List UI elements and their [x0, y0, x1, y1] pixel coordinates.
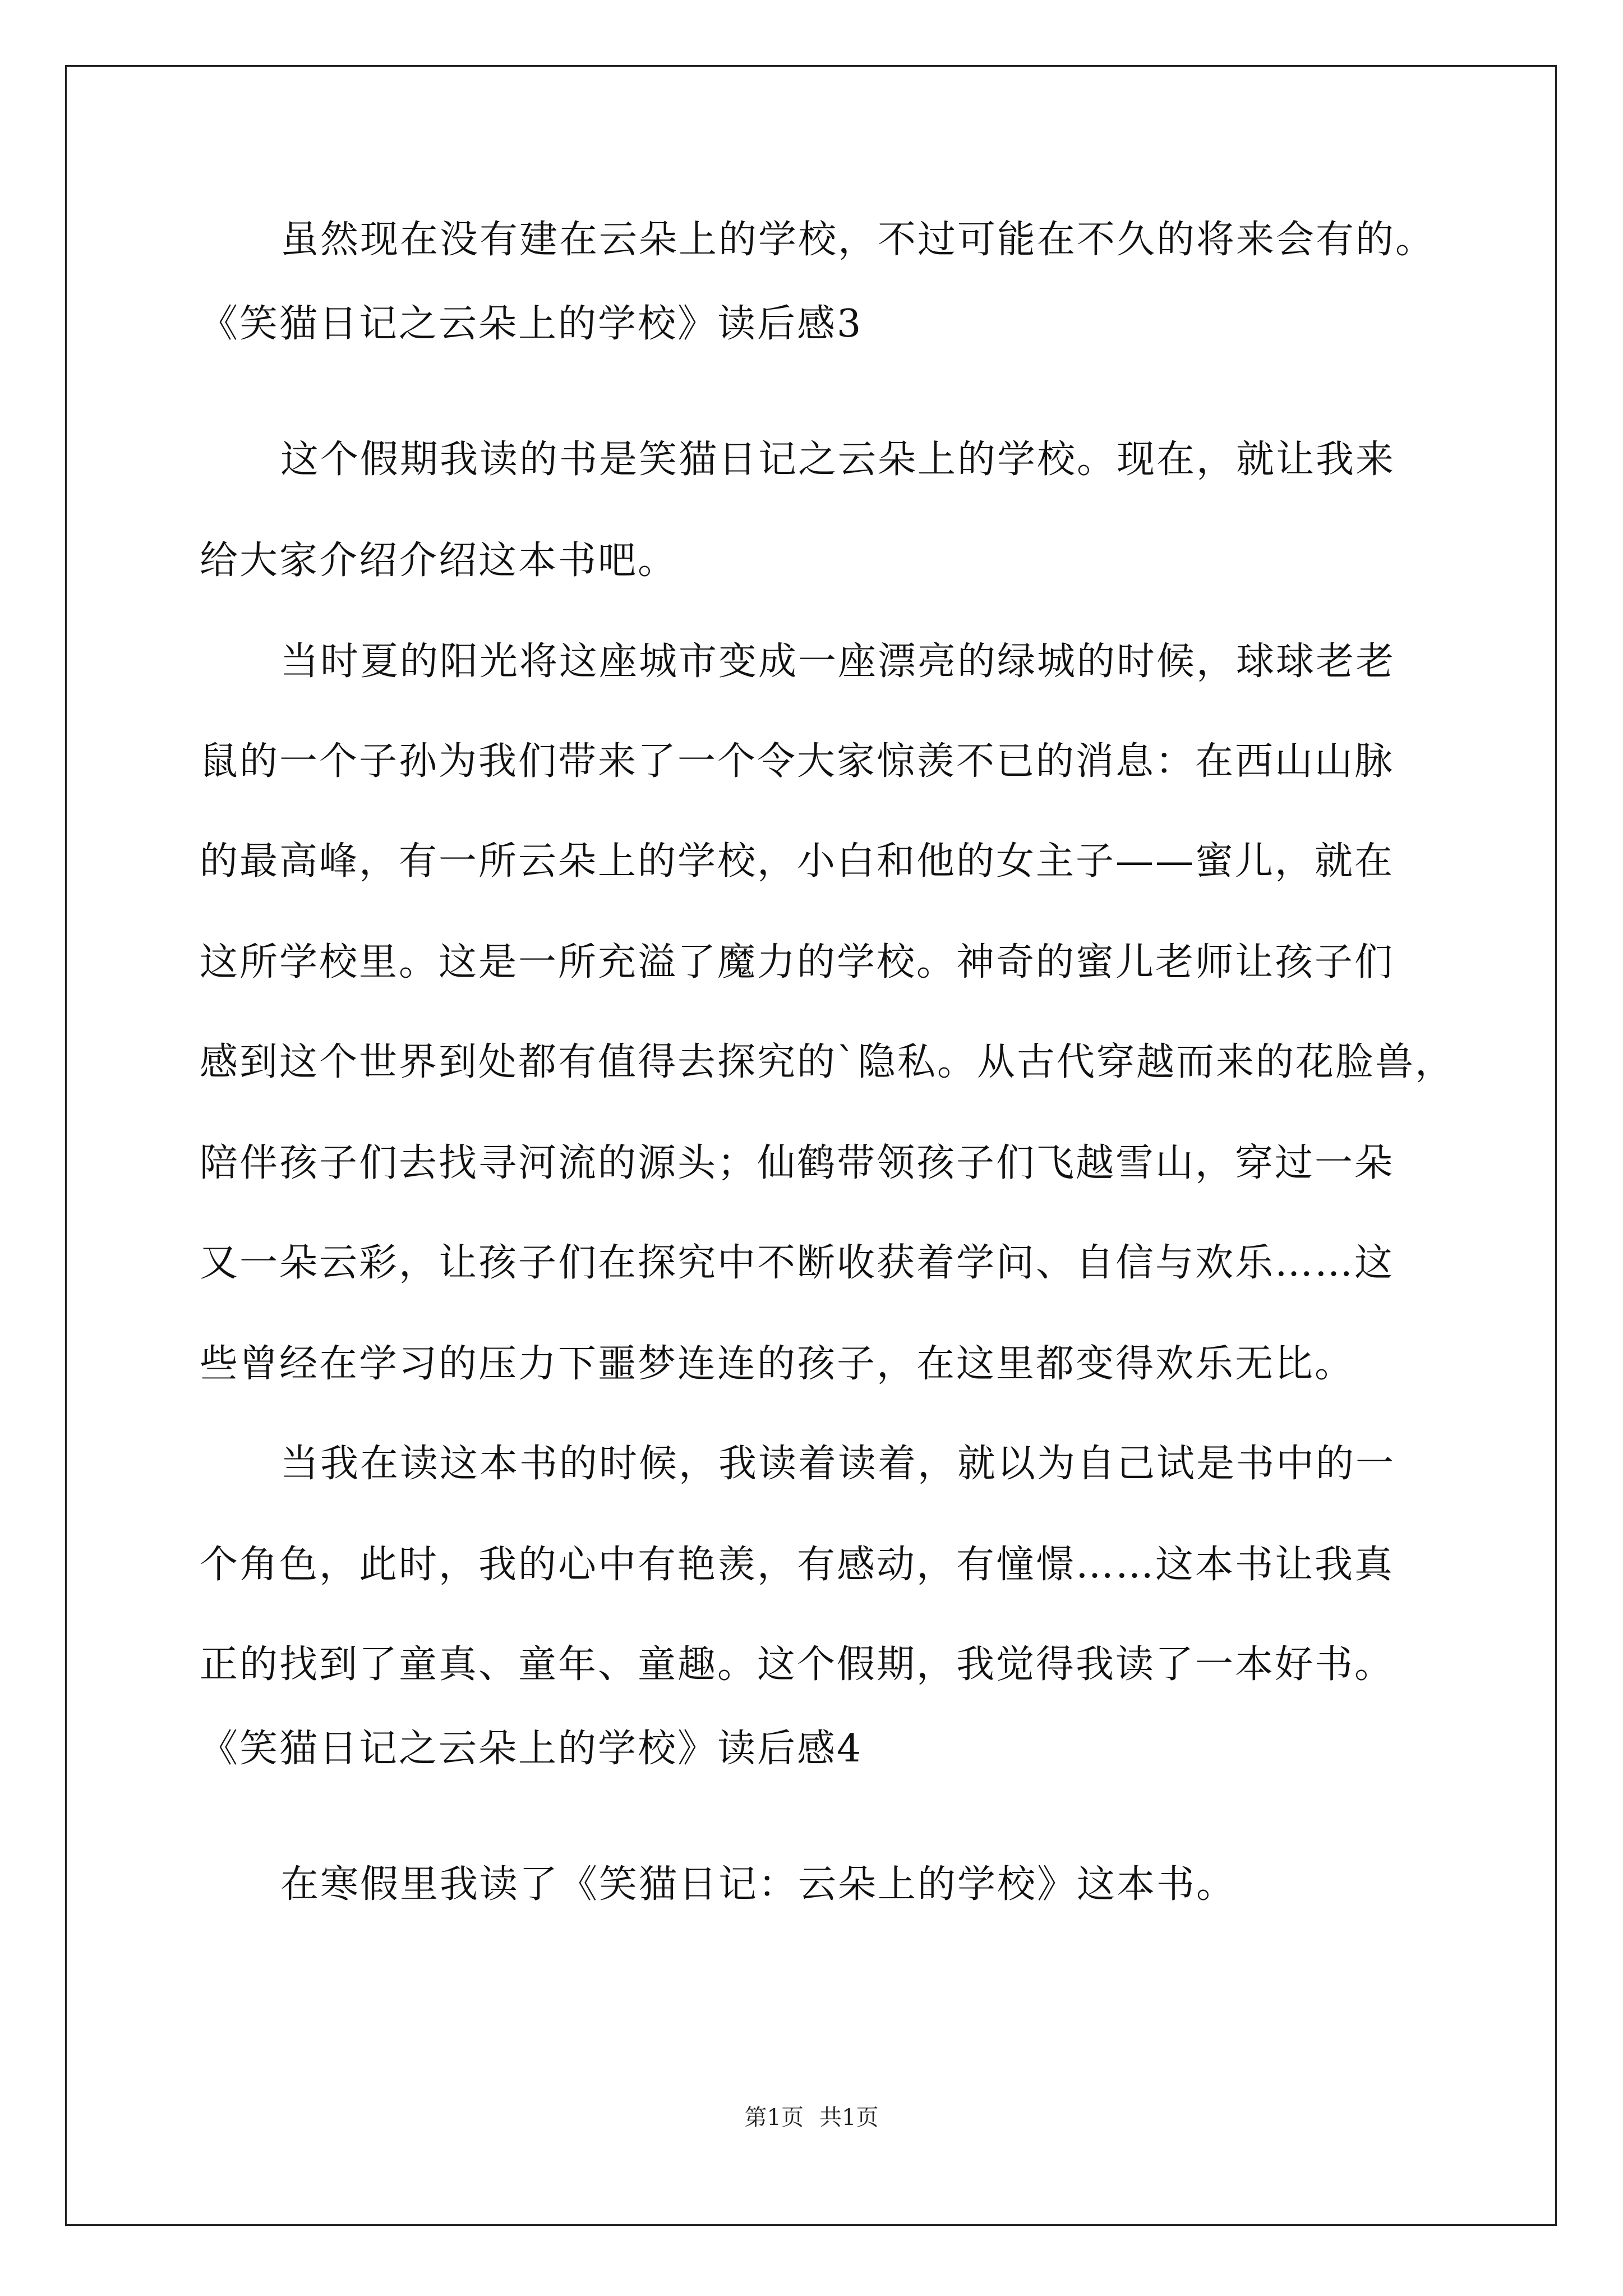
- paragraph-line: 陪伴孩子们去找寻河流的源头；仙鹤带领孩子们飞越雪山，穿过一朵: [200, 1141, 1395, 1185]
- paragraph-line: 给大家介绍介绍这本书吧。: [200, 539, 678, 583]
- paragraph-line: 感到这个世界到处都有值得去探究的`隐私。从古代穿越而来的花脸兽，: [200, 1040, 1455, 1084]
- section-heading: 《笑猫日记之云朵上的学校》读后感3: [200, 302, 863, 346]
- page-footer: [0, 2104, 1623, 2132]
- paragraph-line: 又一朵云彩，让孩子们在探究中不断收获着学问、自信与欢乐……这: [200, 1241, 1395, 1285]
- paragraph-line: 正的找到了童真、童年、童趣。这个假期，我觉得我读了一本好书。: [200, 1642, 1395, 1687]
- paragraph-line: 这个假期我读的书是笑猫日记之云朵上的学校。现在，就让我来: [280, 438, 1396, 482]
- paragraph-line: 的最高峰，有一所云朵上的学校，小白和他的女主子——蜜儿，就在: [200, 839, 1395, 884]
- paragraph-line: 虽然现在没有建在云朵上的学校，不过可能在不久的将来会有的。: [280, 218, 1436, 262]
- page-number: 第1页: [744, 2105, 804, 2131]
- paragraph-line: 鼠的一个子孙为我们带来了一个令大家惊羡不已的消息：在西山山脉: [200, 739, 1395, 784]
- paragraph-line: 些曾经在学习的压力下噩梦连连的孩子，在这里都变得欢乐无比。: [200, 1342, 1355, 1386]
- paragraph-line: 当时夏的阳光将这座城市变成一座漂亮的绿城的时候，球球老老: [280, 639, 1396, 684]
- paragraph-line: 个角色，此时，我的心中有艳羡，有感动，有憧憬……这本书让我真: [200, 1543, 1395, 1587]
- page-total: 共1页: [819, 2105, 879, 2131]
- paragraph-line: 这所学校里。这是一所充溢了魔力的学校。神奇的蜜儿老师让孩子们: [200, 940, 1395, 984]
- paragraph-line: 当我在读这本书的时候，我读着读着，就以为自己试是书中的一: [280, 1442, 1396, 1486]
- section-heading: 《笑猫日记之云朵上的学校》读后感4: [200, 1727, 863, 1771]
- paragraph-line: 在寒假里我读了《笑猫日记：云朵上的学校》这本书。: [280, 1862, 1237, 1907]
